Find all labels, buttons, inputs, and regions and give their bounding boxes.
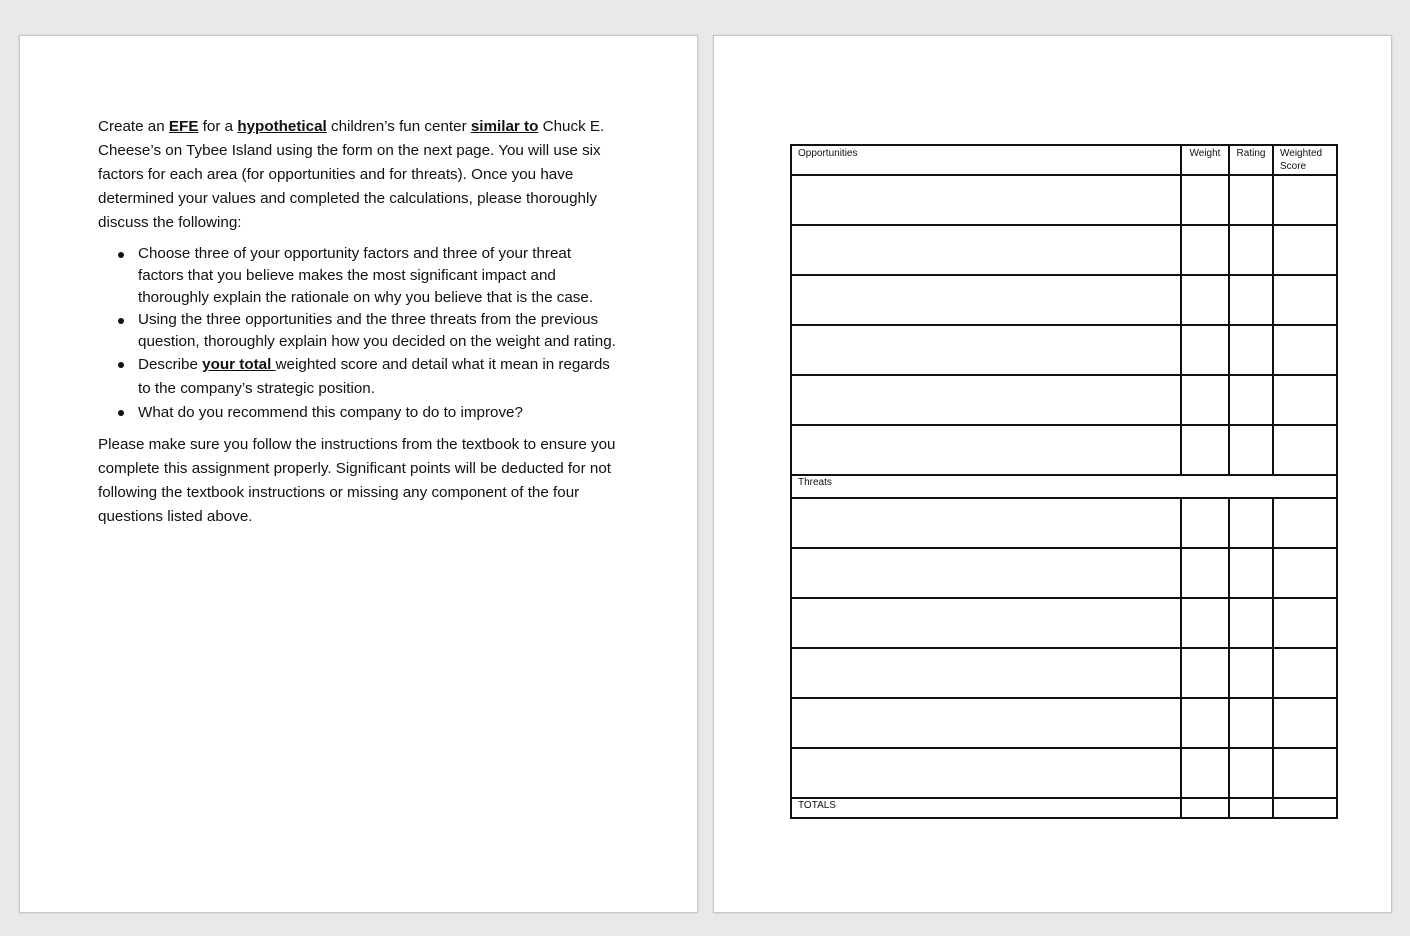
assignment-instructions	[98, 115, 618, 529]
document-page-2	[713, 35, 1392, 913]
factor-cell[interactable]	[791, 325, 1181, 375]
threats-section-row	[791, 475, 1337, 498]
table-row	[791, 548, 1337, 598]
table-row	[791, 598, 1337, 648]
rating-cell[interactable]	[1229, 548, 1273, 598]
intro-paragraph: Create an EFE for a hypothetical children’s fun center similar to Chuck E. Cheese’s on Tybee Island using the form on the next page. You will use six factors for each area (for opportunities and for threats). Once you have determined your values and completed the calculations, please thoroughly discuss the following:	[98, 118, 605, 231]
table-row	[791, 275, 1337, 325]
weight-cell[interactable]	[1181, 548, 1229, 598]
weighted-score-cell[interactable]	[1273, 748, 1337, 798]
totals-label: TOTALS	[791, 798, 1181, 818]
table-row	[791, 225, 1337, 275]
question-list	[98, 243, 618, 425]
factor-cell[interactable]	[791, 548, 1181, 598]
factor-cell[interactable]	[791, 748, 1181, 798]
factor-cell[interactable]	[791, 698, 1181, 748]
weighted-score-cell[interactable]	[1273, 325, 1337, 375]
factor-cell[interactable]	[791, 225, 1181, 275]
document-page-1	[19, 35, 698, 913]
similar-to-term: similar to	[470, 118, 539, 135]
weighted-score-cell[interactable]	[1273, 275, 1337, 325]
rating-cell[interactable]	[1229, 698, 1273, 748]
total-weighted-score-cell[interactable]	[1273, 798, 1337, 818]
efe-term: EFE	[168, 118, 199, 135]
list-item: Choose three of your opportunity factors and three of your threat factors that you believe makes the most significant impact and thoroughly explain the rationale on why you believe that is the case.	[138, 243, 618, 309]
table-row	[791, 375, 1337, 425]
rating-cell[interactable]	[1229, 225, 1273, 275]
table-header-row	[791, 145, 1337, 175]
weight-cell[interactable]	[1181, 498, 1229, 548]
weight-cell[interactable]	[1181, 325, 1229, 375]
hypothetical-term: hypothetical	[237, 118, 327, 135]
rating-cell[interactable]	[1229, 375, 1273, 425]
weighted-score-cell[interactable]	[1273, 425, 1337, 475]
factor-cell[interactable]	[791, 648, 1181, 698]
weight-cell[interactable]	[1181, 225, 1229, 275]
weight-cell[interactable]	[1181, 425, 1229, 475]
table-row	[791, 325, 1337, 375]
weighted-score-cell[interactable]	[1273, 175, 1337, 225]
threats-label: Threats	[791, 475, 1337, 498]
factor-cell[interactable]	[791, 425, 1181, 475]
weighted-score-cell[interactable]	[1273, 648, 1337, 698]
total-weight-cell[interactable]	[1181, 798, 1229, 818]
weight-cell[interactable]	[1181, 698, 1229, 748]
opportunities-header: Opportunities	[791, 145, 1181, 175]
factor-cell[interactable]	[791, 375, 1181, 425]
factor-cell[interactable]	[791, 275, 1181, 325]
weighted-score-cell[interactable]	[1273, 598, 1337, 648]
list-item: Describe your total weighted score and detail what it mean in regards to the company’s strategic position.	[138, 353, 618, 401]
closing-paragraph: Please make sure you follow the instructions from the textbook to ensure you complete this assignment properly. Significant points will be deducted for not following the textbook instructions or missing any component of the four questions listed above.	[98, 436, 616, 525]
rating-cell[interactable]	[1229, 425, 1273, 475]
weighted-score-cell[interactable]	[1273, 225, 1337, 275]
table-row	[791, 175, 1337, 225]
totals-row	[791, 798, 1337, 818]
factor-cell[interactable]	[791, 175, 1181, 225]
rating-cell[interactable]	[1229, 325, 1273, 375]
rating-cell[interactable]	[1229, 498, 1273, 548]
factor-cell[interactable]	[791, 598, 1181, 648]
rating-header: Rating	[1229, 145, 1273, 175]
factor-cell[interactable]	[791, 498, 1181, 548]
your-total-term: your total	[202, 356, 276, 373]
table-row	[791, 648, 1337, 698]
total-rating-cell[interactable]	[1229, 798, 1273, 818]
table-row	[791, 748, 1337, 798]
efe-matrix-table	[790, 144, 1338, 819]
list-item: Using the three opportunities and the three threats from the previous question, thoroughly explain how you decided on the weight and rating.	[138, 309, 618, 353]
table-row	[791, 698, 1337, 748]
weight-cell[interactable]	[1181, 375, 1229, 425]
weighted-score-header: Weighted Score	[1273, 145, 1337, 175]
rating-cell[interactable]	[1229, 748, 1273, 798]
list-item: What do you recommend this company to do to improve?	[138, 401, 618, 425]
weight-cell[interactable]	[1181, 275, 1229, 325]
weight-cell[interactable]	[1181, 748, 1229, 798]
rating-cell[interactable]	[1229, 175, 1273, 225]
weighted-score-cell[interactable]	[1273, 375, 1337, 425]
rating-cell[interactable]	[1229, 598, 1273, 648]
weight-header: Weight	[1181, 145, 1229, 175]
rating-cell[interactable]	[1229, 648, 1273, 698]
rating-cell[interactable]	[1229, 275, 1273, 325]
weight-cell[interactable]	[1181, 598, 1229, 648]
weight-cell[interactable]	[1181, 175, 1229, 225]
weight-cell[interactable]	[1181, 648, 1229, 698]
weighted-score-cell[interactable]	[1273, 548, 1337, 598]
table-row	[791, 498, 1337, 548]
weighted-score-cell[interactable]	[1273, 698, 1337, 748]
weighted-score-cell[interactable]	[1273, 498, 1337, 548]
table-row	[791, 425, 1337, 475]
